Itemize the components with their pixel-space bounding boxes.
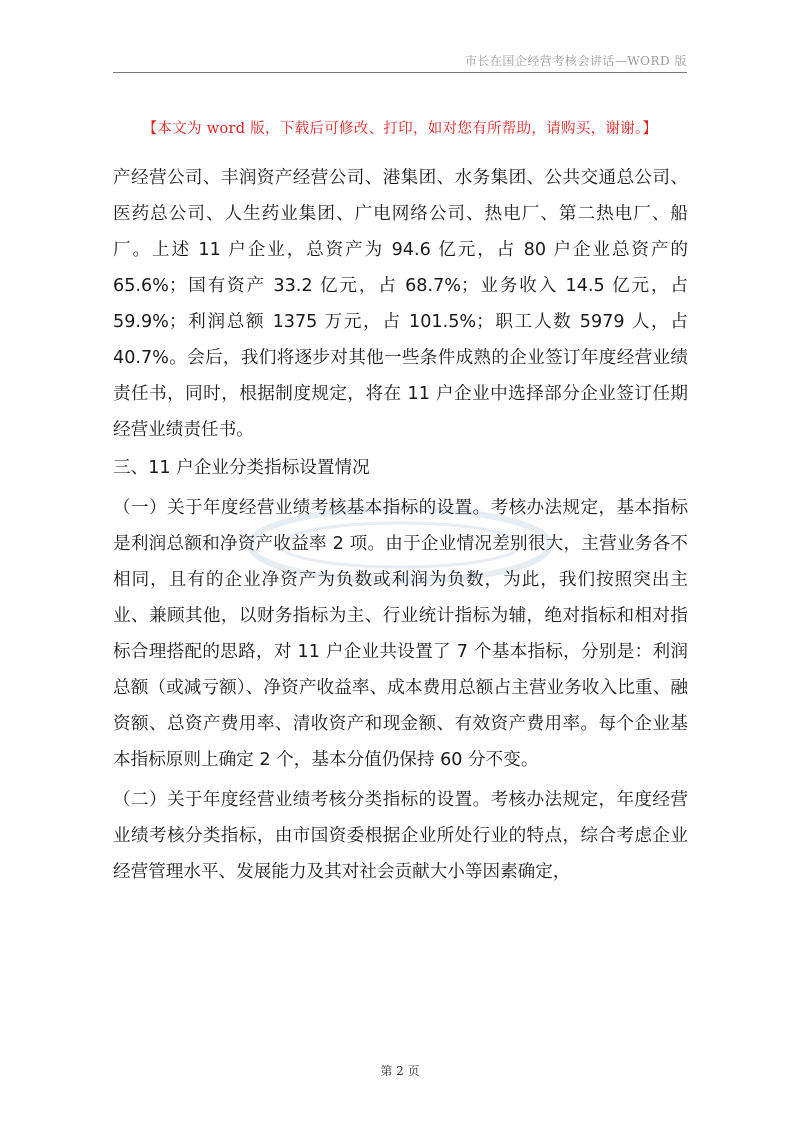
page-header xyxy=(113,48,687,73)
paragraph-category-indicators: （二）关于年度经营业绩考核分类指标的设置。考核办法规定，年度经营业绩考核分类指标，由市国资委根据企业所处行业的特点，综合考虑企业经营管理水平、发展能力及其对社会贡献大小等因素确定， xyxy=(113,790,688,882)
page-number: 第 2 页 xyxy=(380,1064,420,1078)
document-body xyxy=(113,160,688,890)
paragraph-intro: 产经营公司、丰润资产经营公司、港集团、水务集团、公共交通总公司、医药总公司、人生药业集团、广电网络公司、热电厂、第二热电厂、船厂。上述 11 户企业，总资产为 94.6 亿元，占 80 户企业总资产的 65.6%；国有资产 33.2 亿元，占 68.7%；业务收入 14.5 亿元，占 59.9%；利润总额 1375 万元，占 101.5%；职工人数 5979 人，占 40.7%。会后，我们将逐步对其他一些条件成熟的企业签订年度经营业绩责任书，同时，根据制度规定，将在 11 户企业中选择部分企业签订任期经营业绩责任书。 xyxy=(113,168,688,440)
header-title: 市长在国企经营考核会讲话—WORD 版 xyxy=(464,54,687,68)
section-heading-three: 三、11 户企业分类指标设置情况 xyxy=(113,458,370,478)
download-notice: 【本文为 word 版，下载后可修改、打印，如对您有所帮助，请购买，谢谢。】 xyxy=(142,121,658,137)
paragraph-basic-indicators: （一）关于年度经营业绩考核基本指标的设置。考核办法规定，基本指标是利润总额和净资产收益率 2 项。由于企业情况差别很大，主营业务各不相同，且有的企业净资产为负数或利润为负数，为此，我们按照突出主业、兼顾其他，以财务指标为主、行业统计指标为辅，绝对指标和相对指标合理搭配的思路，对 11 户企业共设置了 7 个基本指标，分别是：利润总额（或减亏额）、净资产收益率、成本费用总额占主营业务收入比重、融资额、总资产费用率、清收资产和现金额、有效资产费用率。每个企业基本指标原则上确定 2 个，基本分值仍保持 60 分不变。 xyxy=(113,498,688,770)
